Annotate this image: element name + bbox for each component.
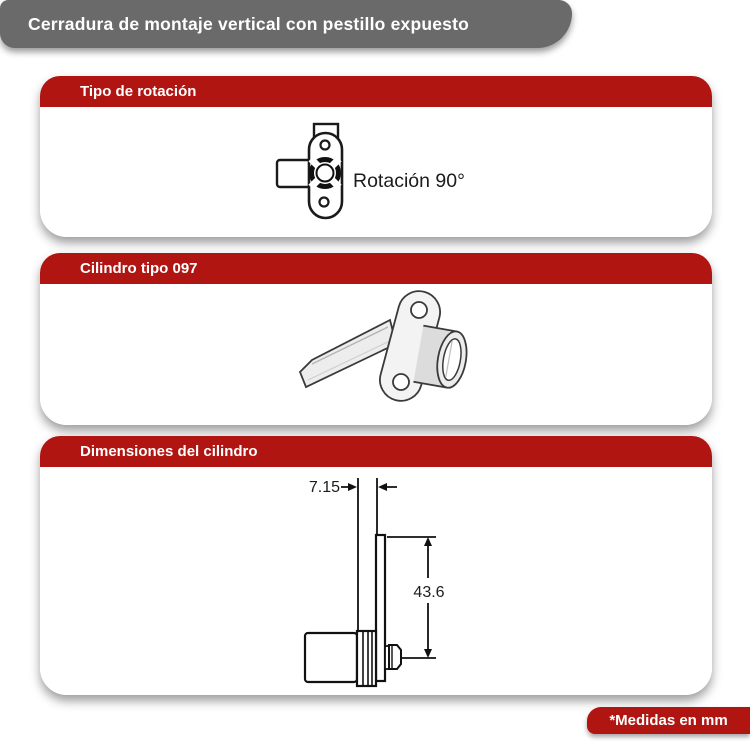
latch-horizontal xyxy=(277,160,313,187)
dim-arrowhead-down xyxy=(424,649,432,658)
section-card-cylinder xyxy=(40,253,712,425)
section-header-dimensions xyxy=(40,436,712,467)
page-header-banner xyxy=(0,0,572,48)
dim-arrowhead-right xyxy=(348,483,357,491)
dimension-length-label: 43.6 xyxy=(413,584,445,601)
rotation-caption: Rotación 90° xyxy=(353,170,465,192)
dim-arrowhead-up xyxy=(424,537,432,546)
section-card-rotation xyxy=(40,76,712,237)
flange-hole-bottom xyxy=(393,374,409,390)
ring-stack xyxy=(357,631,376,686)
cylinder-lock-3d-drawing xyxy=(40,284,712,425)
section-header-rotation xyxy=(40,76,712,107)
cylinder-barrel xyxy=(413,326,470,390)
section-title: Tipo de rotación xyxy=(80,83,197,100)
screw-hole-top xyxy=(321,141,330,150)
units-note-text: *Medidas en mm xyxy=(609,712,728,729)
cam-blade xyxy=(376,535,385,681)
lock-front-view-drawing xyxy=(40,107,712,237)
section-card-dimensions xyxy=(40,436,712,695)
section-body-rotation xyxy=(40,107,712,237)
dimension-offset-label: 7.15 xyxy=(308,479,340,496)
section-title: Dimensiones del cilindro xyxy=(80,443,258,460)
section-title: Cilindro tipo 097 xyxy=(80,260,198,277)
screw-hole-bottom xyxy=(320,198,329,207)
units-note-badge xyxy=(587,707,750,734)
flange-hole-top xyxy=(411,302,427,318)
cylinder-side-dimension-drawing xyxy=(40,467,712,695)
section-body-dimensions xyxy=(40,467,712,695)
section-body-cylinder xyxy=(40,284,712,425)
page-title: Cerradura de montaje vertical con pestillo expuesto xyxy=(28,13,470,34)
dim-arrowhead-left xyxy=(378,483,387,491)
section-header-cylinder xyxy=(40,253,712,284)
nut-hex-profile xyxy=(389,645,401,669)
cylinder-body xyxy=(305,633,357,682)
